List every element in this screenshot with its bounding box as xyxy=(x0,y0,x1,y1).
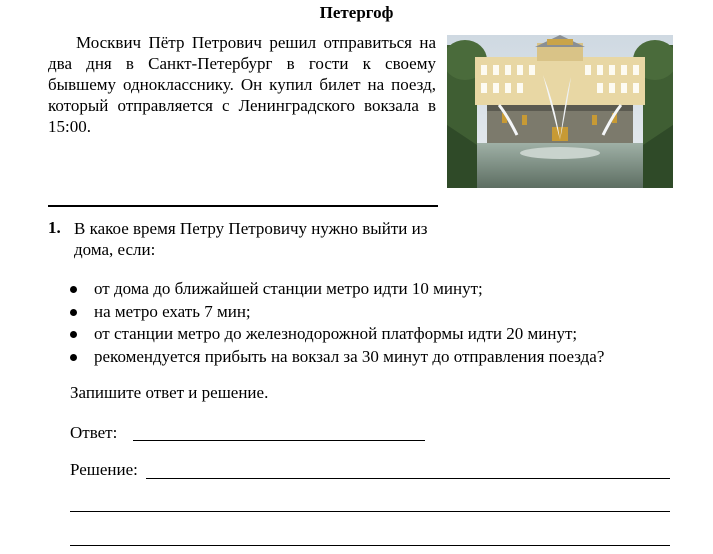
bullet-icon xyxy=(70,331,77,338)
section-divider xyxy=(48,205,438,207)
answer-line[interactable] xyxy=(133,440,425,441)
question-number: 1. xyxy=(48,218,61,237)
solution-line[interactable] xyxy=(146,478,670,479)
peterhof-photo xyxy=(447,35,673,188)
bullet-icon xyxy=(70,286,77,293)
solution-label: Решение: xyxy=(70,460,138,479)
solution-line[interactable] xyxy=(70,511,670,512)
condition-item xyxy=(70,323,604,346)
condition-text: рекомендуется прибыть на вокзал за 30 минут до отправления поезда? xyxy=(94,346,605,366)
condition-text: от станции метро до железнодорожной платформы идти 20 минут; xyxy=(94,324,578,343)
answer-label: Ответ: xyxy=(70,423,118,442)
condition-item xyxy=(70,301,604,324)
condition-text: на метро ехать 7 мин; xyxy=(94,301,251,321)
condition-text: от дома до ближайшей станции метро идти 10 минут; xyxy=(94,279,483,298)
bullet-icon xyxy=(70,309,77,316)
question-text: В какое время Петру Петровичу нужно выйти из дома, если: xyxy=(74,219,428,259)
solution-line[interactable] xyxy=(70,545,670,546)
page-title: Петергоф xyxy=(319,3,394,22)
condition-item xyxy=(70,278,604,301)
bullet-icon xyxy=(70,354,77,361)
instruction-text: Запишите ответ и решение. xyxy=(70,383,269,402)
condition-item xyxy=(70,346,604,369)
conditions-list xyxy=(70,278,604,368)
intro-paragraph: Москвич Пётр Петрович решил отправиться на два дня в Санкт-Петербург в гости к своему бывшему однокласснику. Он купил билет на поезд, который отправляется с Ленинградского вокзала в 15:00. xyxy=(48,33,436,136)
